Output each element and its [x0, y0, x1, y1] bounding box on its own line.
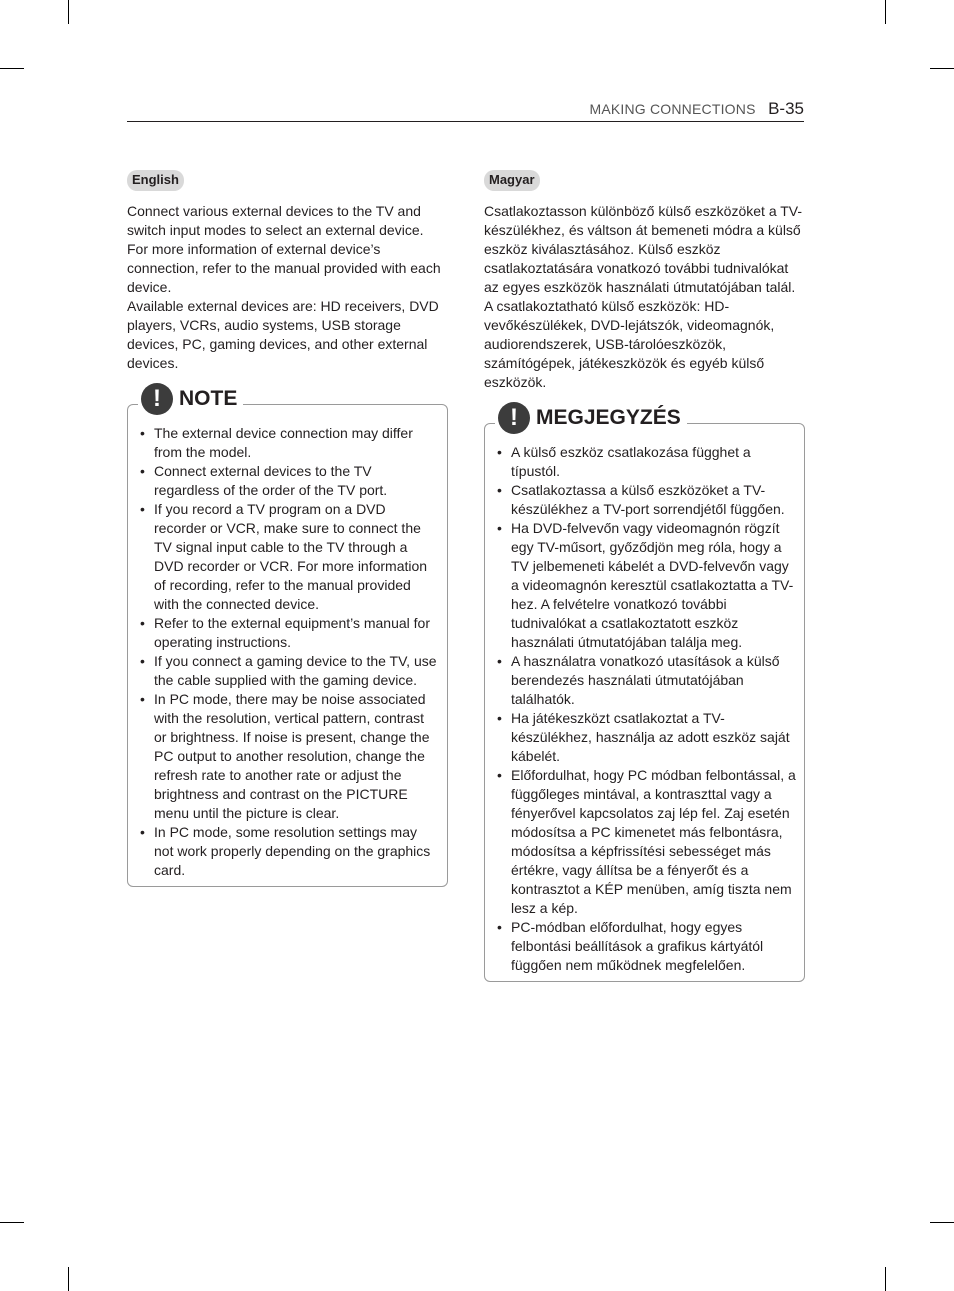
note-item: • A külső eszköz csatlakozása függhet a típustól.	[497, 443, 796, 481]
note-item: • PC-módban előfordulhat, hogy egyes felbontási beállítások a grafikus kártyától függően nem működnek megfelelően.	[497, 918, 796, 975]
hungarian-column	[484, 170, 805, 982]
note-item: • If you connect a gaming device to the TV, use the cable supplied with the gaming device.	[140, 652, 439, 690]
exclamation-icon: !	[141, 383, 173, 415]
note-item: • Connect external devices to the TV regardless of the order of the TV port.	[140, 462, 439, 500]
page-number: B-35	[768, 99, 804, 118]
crop-mark	[885, 1267, 886, 1291]
section-title: MAKING CONNECTIONS	[589, 101, 756, 117]
note-box	[127, 385, 448, 887]
note-list	[140, 424, 439, 880]
note-header	[138, 382, 243, 416]
intro-paragraph: Csatlakoztasson különböző külső eszközöket a TV-készülékhez, és váltson át bemeneti módra a külső eszköz kiválasztásához. Külső eszköz csatlakoztatására vonatkozó további tudnivalókat az egyes eszközök használati útmutatójában talál.	[484, 203, 803, 295]
devices-paragraph: Available external devices are: HD receivers, DVD players, VCRs, audio systems, USB storage devices, PC, gaming devices, and other external devices.	[127, 298, 439, 371]
note-item: • Csatlakoztassa a külső eszközöket a TV-készülékhez a TV-port sorrendjétől függően.	[497, 481, 796, 519]
note-title: NOTE	[179, 387, 238, 410]
crop-mark	[0, 1222, 24, 1223]
note-item: • Refer to the external equipment’s manual for operating instructions.	[140, 614, 439, 652]
crop-mark	[0, 68, 24, 69]
note-title: MEGJEGYZÉS	[536, 406, 681, 429]
note-item: • In PC mode, some resolution settings may not work properly depending on the graphics card.	[140, 823, 439, 880]
note-item: • Ha játékeszközt csatlakoztat a TV-készülékhez, használja az adott eszköz saját kábelét.	[497, 709, 796, 766]
language-badge: English	[127, 170, 184, 191]
english-column	[127, 170, 448, 887]
note-item: • Előfordulhat, hogy PC módban felbontással, a függőleges mintával, a kontraszttal vagy a fényerővel kapcsolatos zaj lép fel. Zaj esetén módosítsa a PC kimenetet más felbontásra, módosítsa a képfrissítési sebességet más értékre, vagy állítsa be a fényerőt és a kontrasztot a KÉP menüben, amíg tiszta nem lesz a kép.	[497, 766, 796, 918]
note-item: • Ha DVD-felvevőn vagy videomagnón rögzít egy TV-műsort, győződjön meg róla, hogy a TV jelbemeneti kábelét a DVD-felvevőn vagy a videomagnón keresztül csatlakoztatta a TV-hez. A felvételre vonatkozó további tudnivalókat a csatlakoztatott eszköz használati útmutatójában találja meg.	[497, 519, 796, 652]
devices-paragraph: A csatlakoztatható külső eszközök: HD-vevőkészülékek, DVD-lejátszók, videomagnók, audiorendszerek, USB-tárolóeszközök, számítógépek, játékeszközök és egyéb külső eszközök.	[484, 298, 775, 390]
crop-mark	[68, 1267, 69, 1291]
note-item: • A használatra vonatkozó utasítások a külső berendezés használati útmutatójában találhatók.	[497, 652, 796, 709]
crop-mark	[68, 0, 69, 24]
language-badge: Magyar	[484, 170, 540, 191]
note-box	[484, 404, 805, 982]
page-header	[127, 99, 804, 122]
intro-paragraph: Connect various external devices to the TV and switch input modes to select an external device. For more information of external device’s connection, refer to the manual provided with each device.	[127, 203, 441, 295]
exclamation-icon: !	[498, 402, 530, 434]
crop-mark	[885, 0, 886, 24]
note-header	[495, 401, 687, 435]
crop-mark	[930, 1222, 954, 1223]
note-item: • In PC mode, there may be noise associated with the resolution, vertical pattern, contrast or brightness. If noise is present, change the PC output to another resolution, change the refresh rate to another rate or adjust the brightness and contrast on the PICTURE menu until the picture is clear.	[140, 690, 439, 823]
note-item: • If you record a TV program on a DVD recorder or VCR, make sure to connect the TV signal input cable to the TV through a DVD recorder or VCR. For more information of recording, refer to the manual provided with the connected device.	[140, 500, 439, 614]
crop-mark	[930, 68, 954, 69]
note-list	[497, 443, 796, 975]
note-item: • The external device connection may differ from the model.	[140, 424, 439, 462]
